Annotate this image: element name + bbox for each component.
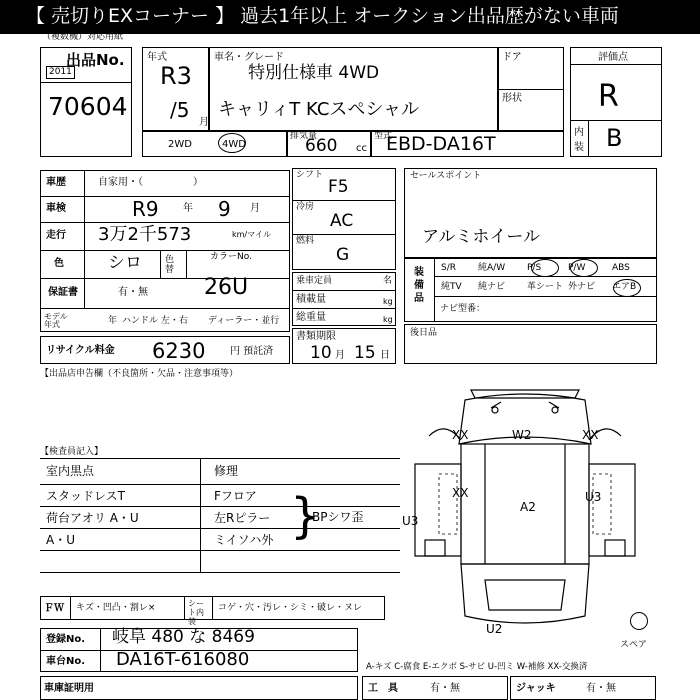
carname-line1: 特別仕様車 4WD: [248, 63, 380, 83]
equipment-item: P/W: [568, 263, 586, 273]
fw-label: ＦＷ: [44, 603, 64, 614]
damage-mark-3: XX: [582, 428, 599, 442]
form-note: （複数機）対応用紙: [42, 32, 124, 42]
sales-value: アルミホイール: [422, 227, 540, 247]
damage-legend: A-キズ C-腐食 E-エクボ S-サビ U-凹ミ W-補修 XX-交換済: [366, 662, 588, 672]
color-value: シロ: [108, 253, 142, 273]
ac-value: AC: [330, 211, 354, 231]
drive-4wd: 4WD: [222, 139, 246, 150]
recycle-value: 6230: [152, 339, 206, 363]
mileage-unit: km/マイル: [232, 230, 271, 239]
tools-label: 工 具: [368, 683, 398, 694]
equipment-item: ABS: [612, 263, 630, 273]
rating-label: 評価点: [598, 52, 628, 63]
carname-label: 車名・グレード: [214, 52, 284, 63]
navi-label: ナビ型番：: [440, 304, 486, 314]
inspection-month: 9: [218, 197, 231, 221]
gross-unit: kg: [383, 315, 393, 324]
equipment-item: 純TV: [441, 282, 462, 292]
capacity-unit: 名: [383, 276, 393, 286]
handle-label: ハンドル 左・右: [122, 316, 188, 326]
recycle-label: リサイクル料金: [46, 345, 115, 356]
equipment-item: 革シート: [527, 282, 564, 292]
certificate-label: 車庫証明用: [44, 683, 94, 694]
door-label: ドア: [502, 52, 522, 63]
equipment-item: エアB: [612, 282, 637, 292]
year-label: 年式: [147, 52, 167, 63]
ps-circle: [531, 259, 559, 277]
model-year-unit: 年: [108, 316, 118, 326]
damage-mark-4: XX: [452, 486, 469, 500]
ac-label: 冷房: [296, 202, 315, 212]
damage-mark-5: A2: [520, 500, 536, 514]
history-value: 自家用・（ ）: [98, 177, 203, 188]
interior-label-2: 装: [574, 142, 584, 153]
history-label: 車歴: [46, 177, 66, 188]
deadline-month-unit: 月: [335, 350, 345, 361]
reg-label: 登録No.: [46, 634, 86, 645]
mileage-label: 走行: [46, 230, 66, 241]
deadline-day: 15: [354, 343, 376, 363]
color-change-label: 色替: [165, 255, 175, 275]
equipment-item: 外ナビ: [568, 282, 596, 292]
gross-label: 総重量: [296, 312, 326, 323]
jack-label: ジャッキ: [516, 683, 556, 694]
displacement-unit: cc: [356, 143, 367, 154]
damage-mark-8: U2: [486, 622, 503, 636]
inspector-left-2: スタッドレスT: [46, 489, 125, 503]
airbag-circle: [613, 279, 641, 297]
inspection-year-unit: 年: [183, 203, 193, 214]
inspector-label: 【検査員記入】: [40, 447, 104, 457]
equipment-item: P/S: [527, 263, 542, 273]
inspector-left-3: 荷台アオリ A・U: [46, 511, 139, 525]
spare-tire-icon: [630, 612, 648, 630]
inspector-right-1: 修理: [214, 464, 239, 478]
model-year-label: モデル年式: [44, 312, 68, 329]
chassis-label: 車台No.: [46, 656, 86, 667]
colorno-value: 26U: [204, 275, 249, 300]
lot-label: 出品No.: [66, 51, 125, 69]
reg-value: 岐阜 480 な 8469: [112, 627, 255, 647]
carname-line2: キャリィT KCスペシャル: [218, 99, 420, 120]
shift-value: F5: [328, 177, 349, 197]
shape-label: 形状: [502, 93, 522, 104]
damage-mark-6: U3: [585, 490, 602, 504]
warranty-value: 有・無: [118, 287, 148, 298]
inspector-left-1: 室内黒点: [46, 464, 95, 478]
declaration-label: 【出品店申告欄（不良箇所・欠品・注意事項等）: [40, 369, 239, 379]
damage-mark-1: XX: [452, 428, 469, 442]
brace: }: [290, 488, 321, 544]
model-label: 型式: [374, 131, 393, 141]
equipment-item: S/R: [441, 263, 456, 273]
inspector-right-3: 左Rピラー: [214, 511, 271, 525]
header-title: 【 売切りEXコーナー 】 過去1年以上 オークション出品歴がない車両: [26, 5, 619, 27]
deadline-label: 書類期限: [296, 331, 336, 342]
month-value: /5: [170, 98, 190, 122]
displacement-label: 排気量: [290, 131, 318, 141]
sales-label: セールスポイント: [410, 171, 482, 181]
inspector-right-4: ミイソハ外: [214, 533, 274, 547]
displacement-value: 660: [305, 136, 338, 156]
drive-box: [142, 131, 287, 157]
recycle-unit: 円 預託済: [230, 346, 274, 357]
deadline-day-unit: 日: [380, 350, 390, 361]
shift-label: シフト: [296, 170, 324, 180]
load-unit: kg: [383, 297, 393, 306]
load-label: 積載量: [296, 294, 326, 305]
year-value: R3: [160, 62, 192, 90]
damage-mark-7: U3: [402, 514, 419, 528]
spare-label: スペア: [620, 640, 648, 650]
drive-2wd: 2WD: [168, 139, 192, 150]
interior-value: B: [606, 124, 623, 152]
brace-note: BPシワ歪: [312, 510, 364, 524]
lot-number: 70604: [48, 92, 128, 121]
mileage-value: 3万2千573: [98, 224, 192, 245]
inspector-right-2: Fフロア: [214, 489, 257, 503]
colorno-label: カラーNo.: [210, 252, 252, 262]
inspector-left-4: A・U: [46, 533, 75, 547]
tools-value: 有・無: [430, 683, 460, 694]
month-unit: 月: [199, 117, 209, 128]
interior-label-1: 内: [574, 127, 584, 138]
rating-value: R: [598, 79, 619, 114]
chassis-value: DA16T-616080: [116, 649, 250, 670]
inspection-month-unit: 月: [250, 203, 260, 214]
fuel-label: 燃料: [296, 236, 315, 246]
inspection-label: 車検: [46, 203, 66, 214]
seat-text: コゲ・穴・汚レ・シミ・破レ・ヌレ: [218, 603, 363, 613]
equipment-item: 純ナビ: [478, 282, 506, 292]
deadline-month: 10: [310, 343, 332, 363]
jack-value: 有・無: [586, 683, 616, 694]
fw-text: キズ・凹凸・割レ×: [76, 603, 156, 613]
inspection-year: R9: [132, 197, 159, 221]
after-box: [404, 324, 657, 364]
capacity-label: 乗車定員: [296, 276, 333, 286]
equipment-label: 装備品: [414, 267, 424, 304]
equipment-item: 純A/W: [478, 263, 506, 273]
dealer-label: ディーラー・並行: [208, 316, 280, 326]
color-label: 色: [54, 258, 64, 269]
pw-circle: [570, 259, 598, 277]
fuel-value: G: [336, 245, 350, 265]
warranty-label: 保証書: [48, 287, 78, 298]
damage-mark-2: W2: [512, 428, 532, 442]
model-value: EBD-DA16T: [386, 133, 496, 155]
year-tag: 2011: [46, 66, 75, 79]
after-label: 後日品: [410, 328, 438, 338]
seat-label: シート内装: [188, 599, 204, 626]
